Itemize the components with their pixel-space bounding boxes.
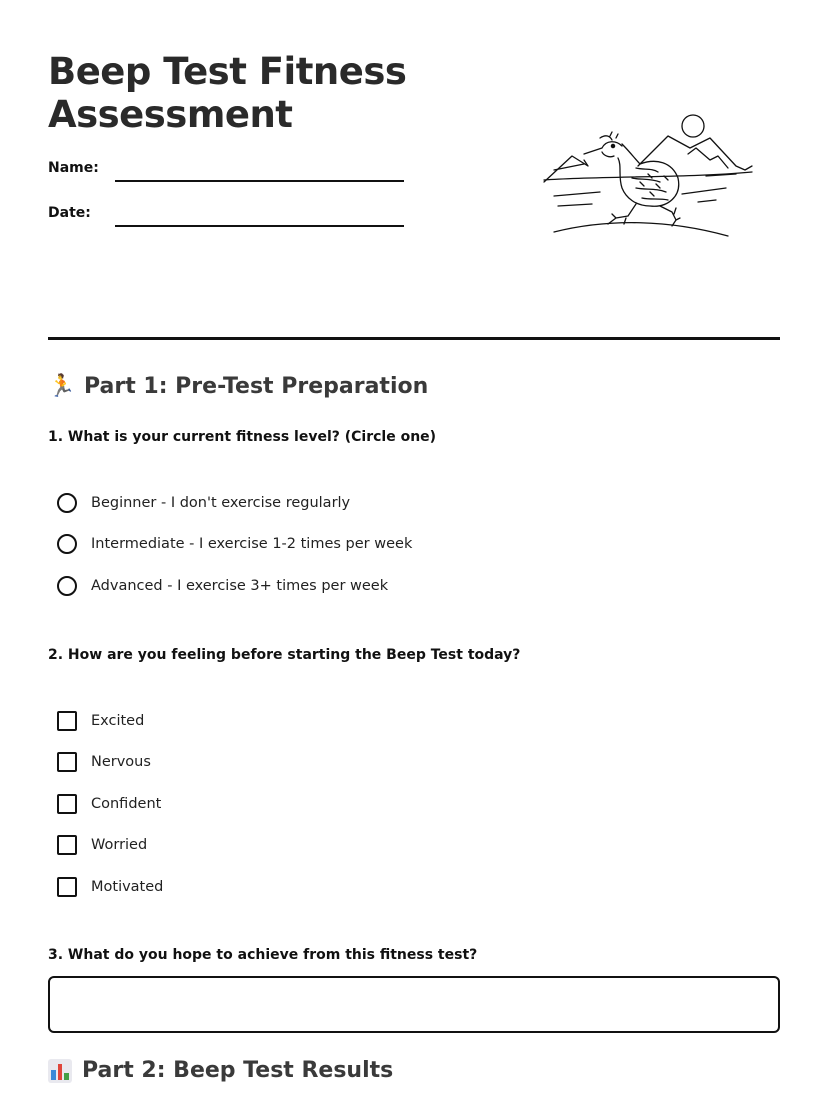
runner-icon: 🏃 [48, 374, 76, 399]
question-3: 3. What do you hope to achieve from this fitness test? [48, 947, 478, 963]
name-field[interactable] [115, 180, 404, 182]
part2-heading [48, 1058, 393, 1083]
page-title [48, 50, 468, 136]
option-label: Intermediate - I exercise 1-2 times per week [91, 536, 413, 552]
feeling-option-nervous[interactable] [57, 750, 151, 774]
date-field[interactable] [115, 225, 404, 227]
fitness-option-intermediate[interactable] [57, 532, 412, 556]
option-label: Motivated [91, 879, 164, 895]
goal-answer-box[interactable] [48, 976, 780, 1033]
option-label: Confident [91, 796, 162, 812]
bar-chart-icon [48, 1059, 72, 1083]
title-line-2: Assessment [48, 93, 293, 136]
feeling-option-motivated[interactable] [57, 875, 163, 899]
title-line-1: Beep Test Fitness [48, 50, 407, 93]
checkbox[interactable] [57, 877, 77, 897]
radio-button[interactable] [57, 534, 77, 554]
question-2: 2. How are you feeling before starting the Beep Test today? [48, 647, 521, 663]
kiwi-bird-illustration [540, 108, 760, 243]
radio-button[interactable] [57, 493, 77, 513]
name-label: Name: [48, 160, 99, 176]
radio-button[interactable] [57, 576, 77, 596]
checkbox[interactable] [57, 794, 77, 814]
checkbox[interactable] [57, 835, 77, 855]
fitness-option-advanced[interactable] [57, 574, 388, 598]
option-label: Excited [91, 713, 145, 729]
checkbox[interactable] [57, 752, 77, 772]
question-1: 1. What is your current fitness level? (Circle one) [48, 429, 437, 445]
part2-heading-text: Part 2: Beep Test Results [82, 1058, 394, 1083]
feeling-option-confident[interactable] [57, 792, 161, 816]
option-label: Beginner - I don't exercise regularly [91, 495, 351, 511]
fitness-option-beginner[interactable] [57, 491, 350, 515]
option-label: Advanced - I exercise 3+ times per week [91, 578, 389, 594]
part1-heading-text: Part 1: Pre-Test Preparation [84, 374, 429, 399]
feeling-option-worried[interactable] [57, 833, 147, 857]
section-divider [48, 337, 780, 340]
option-label: Nervous [91, 754, 151, 770]
part1-heading [48, 374, 428, 399]
checkbox[interactable] [57, 711, 77, 731]
date-label: Date: [48, 205, 91, 221]
feeling-option-excited[interactable] [57, 709, 144, 733]
option-label: Worried [91, 837, 148, 853]
